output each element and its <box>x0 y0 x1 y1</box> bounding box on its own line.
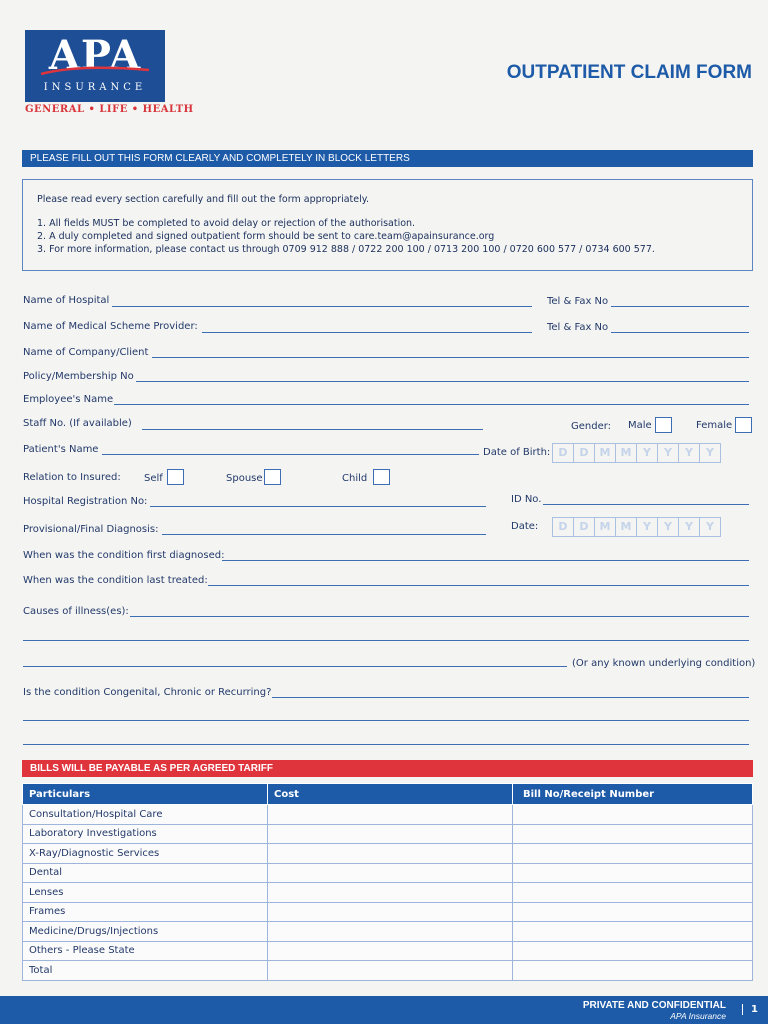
table-row <box>23 805 753 825</box>
scheme-label: Name of Medical Scheme Provider: <box>23 321 198 332</box>
date-input[interactable] <box>552 517 721 537</box>
date-digit-cell[interactable]: D <box>553 444 574 462</box>
page-number: 1 <box>742 1004 758 1015</box>
dob-input[interactable] <box>552 443 721 463</box>
patient-label: Patient's Name <box>23 444 99 455</box>
spouse-checkbox[interactable] <box>264 469 281 485</box>
footer <box>0 996 768 1024</box>
logo-name: APA <box>48 32 142 79</box>
cost-cell[interactable] <box>268 824 513 844</box>
date-digit-cell[interactable]: Y <box>706 520 714 533</box>
spouse-label: Spouse <box>226 473 263 484</box>
particular-cell: Total <box>23 961 268 981</box>
causes-input[interactable] <box>130 616 749 617</box>
cost-cell[interactable] <box>268 941 513 961</box>
footer-confidential: PRIVATE AND CONFIDENTIAL <box>582 1000 726 1011</box>
date-digit-cell[interactable]: Y <box>637 518 658 536</box>
tel-fax-input[interactable] <box>611 306 749 307</box>
form-title: OUTPATIENT CLAIM FORM <box>506 62 752 83</box>
first-diagnosed-label: When was the condition first diagnosed: <box>23 550 225 561</box>
table-row <box>23 902 753 922</box>
date-digit-cell[interactable]: D <box>574 444 595 462</box>
particular-cell: Frames <box>23 902 268 922</box>
date-digit-cell[interactable]: M <box>595 444 616 462</box>
cost-cell[interactable] <box>268 922 513 942</box>
male-checkbox[interactable] <box>655 417 672 433</box>
date-digit-cell[interactable]: M <box>616 444 637 462</box>
cost-cell[interactable] <box>268 961 513 981</box>
instructions-intro: Please read every section carefully and fill out the form appropriately. <box>37 194 370 205</box>
tariff-banner: BILLS WILL BE PAYABLE AS PER AGREED TARIFF <box>22 760 753 777</box>
particular-cell: Dental <box>23 863 268 883</box>
congenital-input-line-2[interactable] <box>23 720 749 721</box>
cost-cell[interactable] <box>268 863 513 883</box>
relation-label: Relation to Insured: <box>23 472 121 483</box>
causes-input-line-2[interactable] <box>23 640 749 641</box>
logo-tagline: GENERAL • LIFE • HEALTH <box>25 104 194 115</box>
date-digit-cell[interactable]: Y <box>658 444 679 462</box>
idno-input[interactable] <box>543 504 749 505</box>
table-row <box>23 922 753 942</box>
date-digit-cell[interactable]: Y <box>679 444 700 462</box>
scheme-input[interactable] <box>202 332 532 333</box>
diagnosis-input[interactable] <box>162 534 486 535</box>
employee-label: Employee's Name <box>23 394 114 405</box>
self-checkbox[interactable] <box>167 469 184 485</box>
table-row <box>23 883 753 903</box>
female-checkbox[interactable] <box>735 417 752 433</box>
causes-input-line-3[interactable] <box>23 666 567 667</box>
particular-cell: Others - Please State <box>23 941 268 961</box>
table-row <box>23 824 753 844</box>
congenital-label: Is the condition Congenital, Chronic or Recurring? <box>23 687 272 698</box>
first-diagnosed-input[interactable] <box>222 560 749 561</box>
last-treated-input[interactable] <box>208 585 749 586</box>
logo-sub: INSURANCE <box>43 82 147 93</box>
particular-cell: Laboratory Investigations <box>23 824 268 844</box>
congenital-input[interactable] <box>272 697 749 698</box>
idno-label: ID No. <box>511 494 542 505</box>
self-label: Self <box>144 473 163 484</box>
male-label: Male <box>628 420 652 431</box>
tariff-table <box>22 783 753 981</box>
date-digit-cell[interactable]: Y <box>679 518 700 536</box>
underlying-label: (Or any known underlying condition) <box>572 658 756 669</box>
instructions-banner: PLEASE FILL OUT THIS FORM CLEARLY AND COMPLETELY IN BLOCK LETTERS <box>22 150 753 167</box>
cost-header: Cost <box>268 784 513 805</box>
cost-cell[interactable] <box>268 883 513 903</box>
congenital-input-line-3[interactable] <box>23 744 749 745</box>
employee-input[interactable] <box>114 404 749 405</box>
date-digit-cell[interactable]: Y <box>706 446 714 459</box>
bill-no-cell[interactable] <box>513 863 753 883</box>
policy-label: Policy/Membership No <box>23 371 134 382</box>
staff-input[interactable] <box>142 429 483 430</box>
bill-no-cell[interactable] <box>513 883 753 903</box>
date-digit-cell[interactable]: D <box>574 518 595 536</box>
particulars-header: Particulars <box>23 784 268 805</box>
table-row <box>23 844 753 864</box>
scheme-tel-label: Tel & Fax No <box>547 322 609 333</box>
bill-no-cell[interactable] <box>513 844 753 864</box>
bill-no-header <box>513 784 753 805</box>
particular-cell: Lenses <box>23 883 268 903</box>
child-label: Child <box>342 473 368 484</box>
bill-no-header-text: Bill No/Receipt Number <box>523 788 655 800</box>
company-label: Name of Company/Client <box>23 347 149 358</box>
cost-cell[interactable] <box>268 844 513 864</box>
instructions-box <box>22 179 753 271</box>
table-row <box>23 941 753 961</box>
cost-cell[interactable] <box>268 805 513 825</box>
last-treated-label: When was the condition last treated: <box>23 575 208 586</box>
bill-no-cell[interactable] <box>513 805 753 825</box>
staff-label: Staff No. (If available) <box>23 418 132 429</box>
date-digit-cell[interactable]: M <box>616 518 637 536</box>
instruction-item: 2. A duly completed and signed outpatient form should be sent to care.team@apainsurance.org <box>37 231 495 242</box>
bill-no-cell[interactable] <box>513 902 753 922</box>
regno-input[interactable] <box>150 506 486 507</box>
diagnosis-label: Provisional/Final Diagnosis: <box>23 524 159 535</box>
table-row <box>23 863 753 883</box>
table-row <box>23 961 753 981</box>
bill-no-cell[interactable] <box>513 824 753 844</box>
bill-no-cell[interactable] <box>513 961 753 981</box>
apa-logo <box>25 30 165 102</box>
female-label: Female <box>696 420 733 431</box>
cost-cell[interactable] <box>268 902 513 922</box>
dob-label: Date of Birth: <box>483 447 551 458</box>
gender-label: Gender: <box>571 421 612 432</box>
bill-no-cell[interactable] <box>513 922 753 942</box>
date-digit-cell[interactable]: Y <box>637 444 658 462</box>
date-digit-cell[interactable]: D <box>553 518 574 536</box>
hospital-label: Name of Hospital <box>23 295 110 306</box>
regno-label: Hospital Registration No: <box>23 496 148 507</box>
particular-cell: Consultation/Hospital Care <box>23 805 268 825</box>
particular-cell: Medicine/Drugs/Injections <box>23 922 268 942</box>
company-input[interactable] <box>152 357 749 358</box>
child-checkbox[interactable] <box>373 469 390 485</box>
date-digit-cell[interactable]: Y <box>658 518 679 536</box>
particular-cell: X-Ray/Diagnostic Services <box>23 844 268 864</box>
policy-input[interactable] <box>136 381 749 382</box>
instruction-item: 1. All fields MUST be completed to avoid delay or rejection of the authorisation. <box>37 218 416 229</box>
tel-fax-label: Tel & Fax No <box>547 296 609 307</box>
bill-no-cell[interactable] <box>513 941 753 961</box>
causes-label: Causes of illness(es): <box>23 606 129 617</box>
instruction-item: 3. For more information, please contact us through 0709 912 888 / 0722 200 100 / 0713 200 100 / 0720 600 577 / 0734 600 577. <box>37 244 655 255</box>
date-digit-cell[interactable]: M <box>595 518 616 536</box>
scheme-tel-input[interactable] <box>611 332 749 333</box>
logo-swoosh-icon <box>39 66 151 76</box>
patient-input[interactable] <box>102 454 479 455</box>
date-label: Date: <box>511 521 539 532</box>
table-header-row <box>23 784 753 805</box>
footer-company: APA Insurance <box>670 1011 726 1021</box>
hospital-input[interactable] <box>112 306 532 307</box>
